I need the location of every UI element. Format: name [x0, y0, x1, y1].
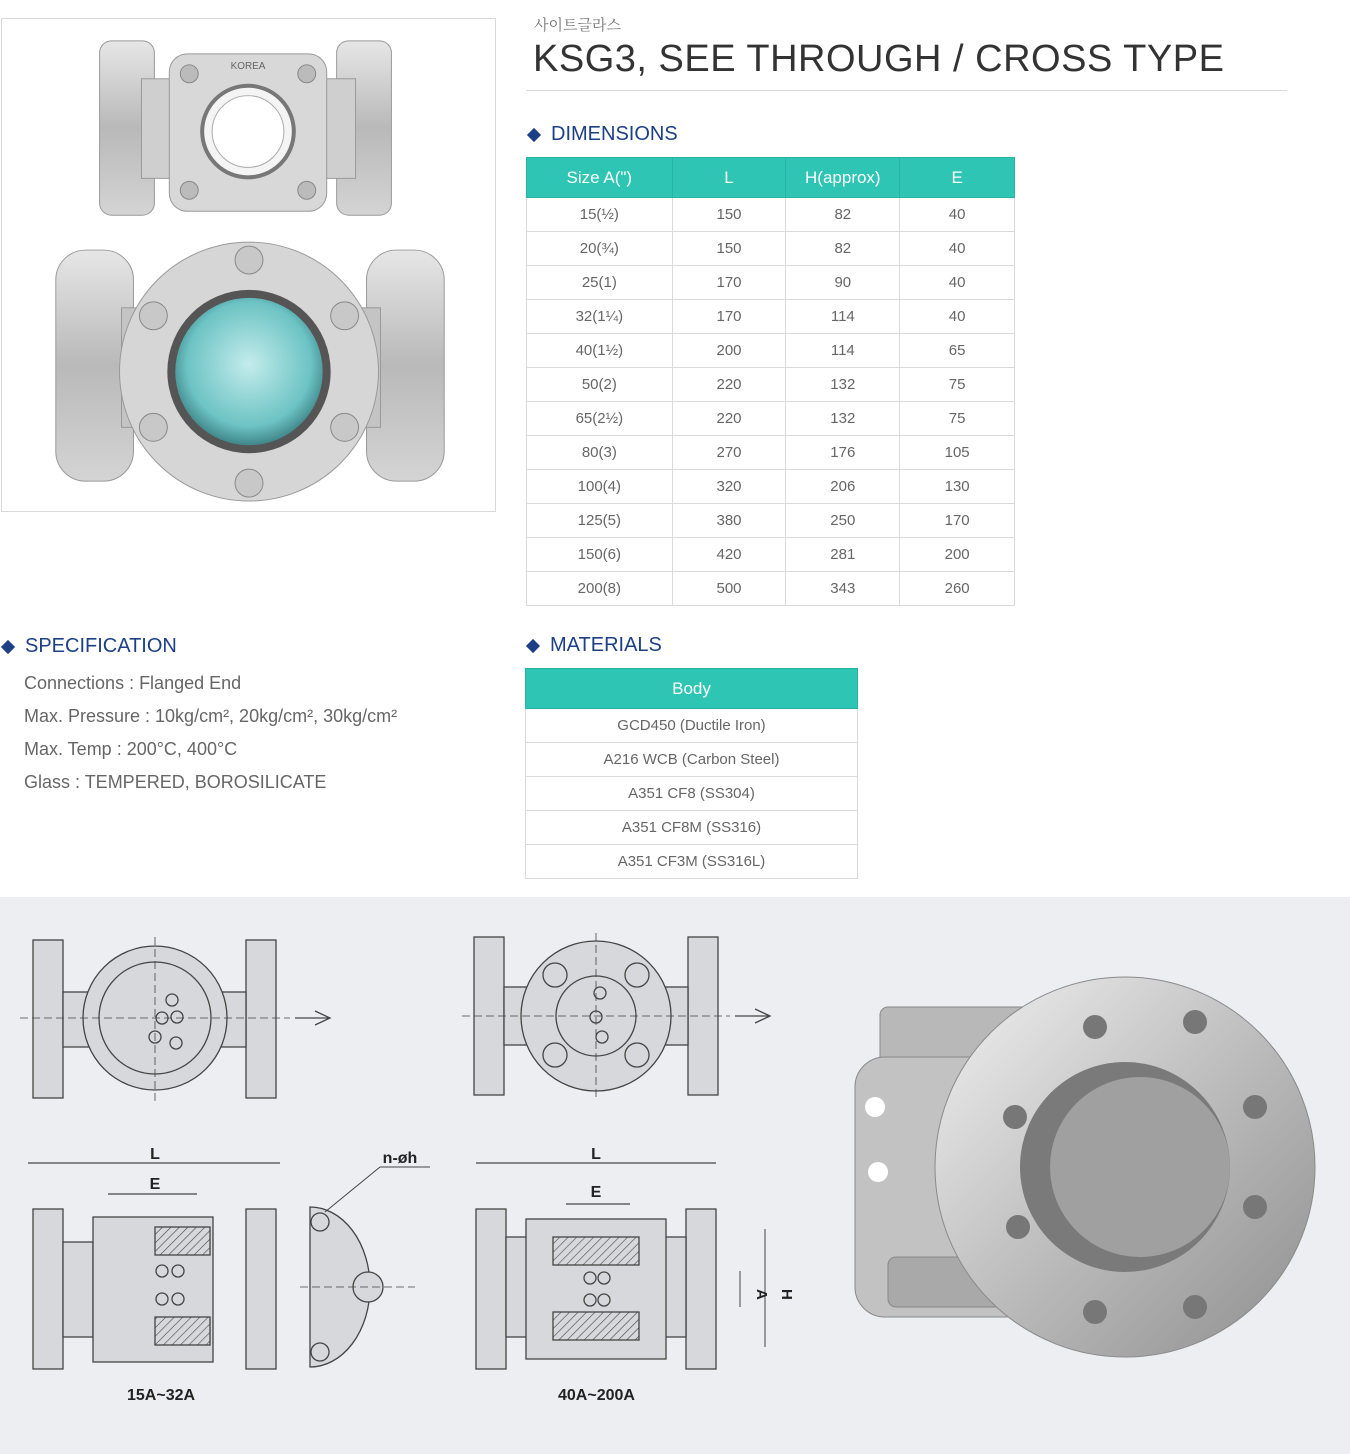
- large-label-a: A: [753, 1289, 770, 1300]
- title-divider: [526, 90, 1287, 91]
- material-cell: A351 CF3M (SS316L): [526, 845, 858, 879]
- table-cell: 150: [672, 232, 786, 266]
- table-cell: 176: [786, 436, 900, 470]
- diamond-bullet-icon: [527, 127, 541, 141]
- small-label-e: E: [149, 1176, 161, 1193]
- table-cell: 65: [900, 334, 1015, 368]
- caption-large: 40A~200A: [558, 1387, 635, 1404]
- dimensions-heading: [526, 123, 678, 146]
- table-cell: 40(1½): [527, 334, 673, 368]
- dimensions-table: [526, 157, 1015, 606]
- materials-heading-text: MATERIALS: [550, 634, 662, 656]
- diamond-bullet-icon: [1, 639, 15, 653]
- table-cell: 15(½): [527, 198, 673, 232]
- dimensions-heading-text: DIMENSIONS: [551, 123, 678, 145]
- material-cell: GCD450 (Ductile Iron): [526, 709, 858, 743]
- table-cell: 80(3): [527, 436, 673, 470]
- col-size: Size A("): [527, 158, 673, 198]
- table-cell: 500: [672, 572, 786, 606]
- table-cell: 170: [672, 300, 786, 334]
- specification-heading: [0, 635, 177, 658]
- table-cell: 220: [672, 402, 786, 436]
- table-cell: 65(2½): [527, 402, 673, 436]
- small-label-hole: n-øh: [382, 1150, 418, 1167]
- table-cell: 170: [900, 504, 1015, 538]
- table-row: [527, 334, 1015, 368]
- spec-max-pressure: Max. Pressure : 10kg/cm², 20kg/cm², 30kg/cm²: [24, 706, 398, 726]
- flanged-valve-photo: [855, 977, 1315, 1357]
- drawing-large-top-view: [462, 933, 770, 1101]
- materials-table: [525, 668, 858, 879]
- sight-glass-photo: [2, 19, 495, 511]
- table-cell: 200: [900, 538, 1015, 572]
- drawing-small-section-view: [28, 1163, 430, 1369]
- table-cell: 32(1¼): [527, 300, 673, 334]
- table-cell: 380: [672, 504, 786, 538]
- large-label-h: H: [778, 1289, 795, 1300]
- table-cell: 75: [900, 402, 1015, 436]
- drawings-panel: [0, 897, 1350, 1454]
- materials-header-row: [526, 669, 858, 709]
- table-cell: 40: [900, 266, 1015, 300]
- table-row: [527, 300, 1015, 334]
- materials-heading: [525, 634, 662, 657]
- table-cell: 200(8): [527, 572, 673, 606]
- material-cell: A216 WCB (Carbon Steel): [526, 743, 858, 777]
- table-row: [526, 845, 858, 879]
- spec-connections: Connections : Flanged End: [24, 673, 242, 693]
- table-cell: 343: [786, 572, 900, 606]
- col-l: L: [672, 158, 786, 198]
- table-cell: 125(5): [527, 504, 673, 538]
- table-cell: 105: [900, 436, 1015, 470]
- table-row: [527, 504, 1015, 538]
- specification-list: [24, 668, 397, 800]
- table-cell: 114: [786, 300, 900, 334]
- diamond-bullet-icon: [526, 638, 540, 652]
- table-cell: 200: [672, 334, 786, 368]
- table-cell: 100(4): [527, 470, 673, 504]
- table-row: [527, 232, 1015, 266]
- large-label-e: E: [590, 1184, 602, 1201]
- caption-small: 15A~32A: [127, 1387, 196, 1404]
- technical-drawings: [0, 897, 1350, 1454]
- material-cell: A351 CF8M (SS316): [526, 811, 858, 845]
- table-cell: 132: [786, 368, 900, 402]
- dimensions-header-row: [527, 158, 1015, 198]
- table-cell: 50(2): [527, 368, 673, 402]
- table-row: [527, 402, 1015, 436]
- table-row: [527, 198, 1015, 232]
- table-cell: 220: [672, 368, 786, 402]
- spec-glass: Glass : TEMPERED, BOROSILICATE: [24, 772, 327, 792]
- table-row: [526, 777, 858, 811]
- spec-max-temp: Max. Temp : 200°C, 400°C: [24, 739, 238, 759]
- table-cell: 90: [786, 266, 900, 300]
- product-subtitle: 사이트글라스: [534, 17, 621, 34]
- small-label-l: L: [150, 1146, 160, 1163]
- table-row: [527, 266, 1015, 300]
- table-cell: 270: [672, 436, 786, 470]
- table-row: [527, 436, 1015, 470]
- table-cell: 82: [786, 198, 900, 232]
- table-cell: 40: [900, 232, 1015, 266]
- table-cell: 25(1): [527, 266, 673, 300]
- table-cell: 206: [786, 470, 900, 504]
- table-row: [527, 368, 1015, 402]
- product-photo: [1, 18, 496, 512]
- table-cell: 40: [900, 300, 1015, 334]
- table-cell: 260: [900, 572, 1015, 606]
- table-cell: 20(¾): [527, 232, 673, 266]
- table-row: [527, 470, 1015, 504]
- drawing-large-section-view: [476, 1163, 765, 1369]
- table-cell: 281: [786, 538, 900, 572]
- table-cell: 320: [672, 470, 786, 504]
- table-cell: 75: [900, 368, 1015, 402]
- table-cell: 130: [900, 470, 1015, 504]
- table-cell: 150(6): [527, 538, 673, 572]
- table-cell: 150: [672, 198, 786, 232]
- large-label-l: L: [591, 1146, 601, 1163]
- table-cell: 250: [786, 504, 900, 538]
- table-cell: 40: [900, 198, 1015, 232]
- specification-heading-text: SPECIFICATION: [25, 635, 177, 657]
- table-row: [526, 811, 858, 845]
- table-row: [527, 572, 1015, 606]
- table-cell: 132: [786, 402, 900, 436]
- col-h: H(approx): [786, 158, 900, 198]
- table-row: [527, 538, 1015, 572]
- table-row: [526, 743, 858, 777]
- product-title: KSG3, SEE THROUGH / CROSS TYPE: [533, 38, 1225, 80]
- material-cell: A351 CF8 (SS304): [526, 777, 858, 811]
- table-cell: 170: [672, 266, 786, 300]
- col-body: Body: [526, 669, 858, 709]
- korea-mark: KOREA: [230, 60, 266, 72]
- col-e: E: [900, 158, 1015, 198]
- table-cell: 82: [786, 232, 900, 266]
- table-row: [526, 709, 858, 743]
- table-cell: 420: [672, 538, 786, 572]
- table-cell: 114: [786, 334, 900, 368]
- drawing-small-top-view: [20, 937, 330, 1102]
